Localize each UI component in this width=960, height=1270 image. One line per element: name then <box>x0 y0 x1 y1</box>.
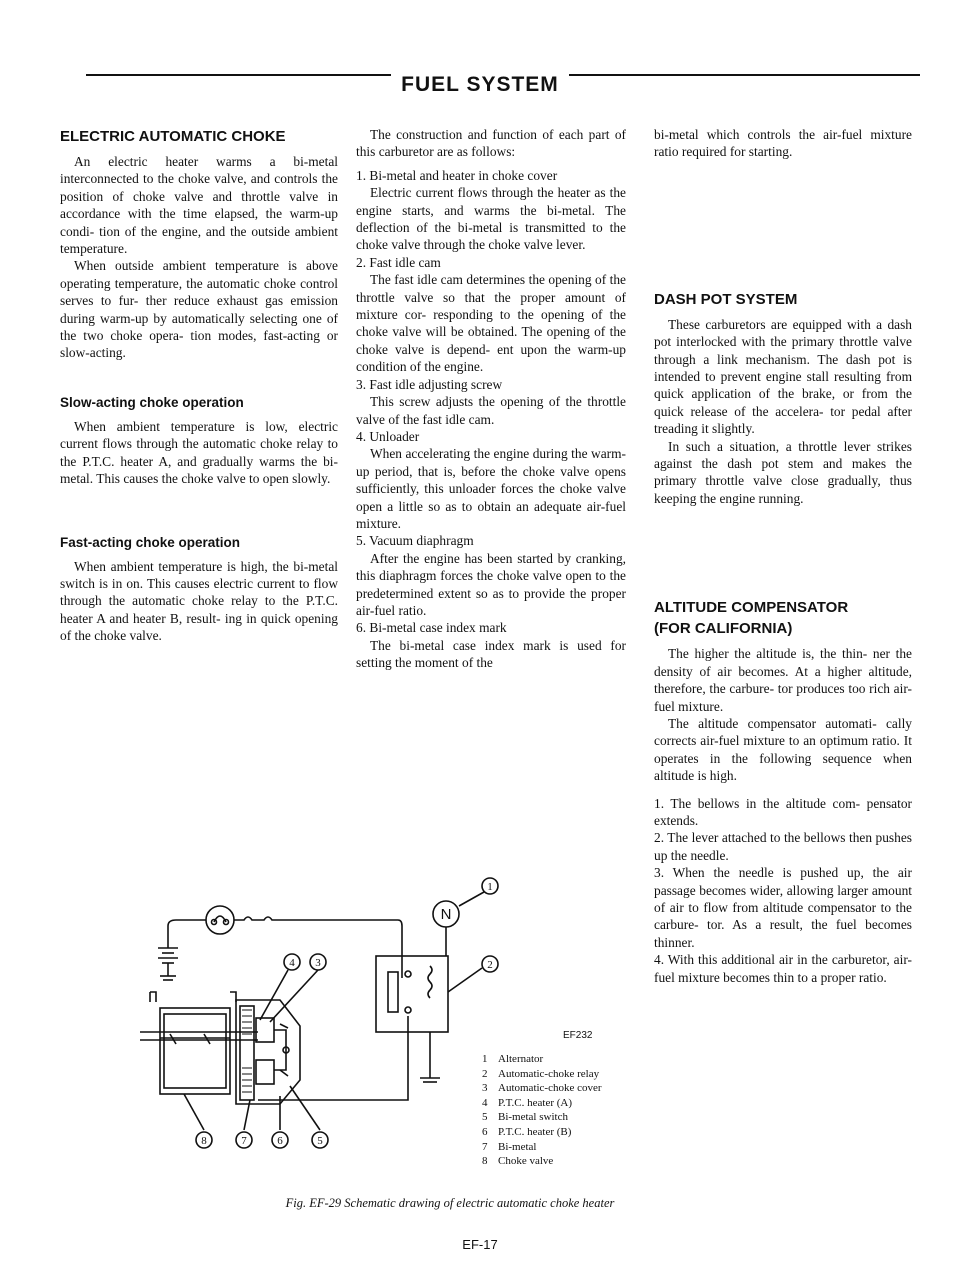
heading-electric-automatic-choke: ELECTRIC AUTOMATIC CHOKE <box>60 128 286 145</box>
callout-8: 8 <box>201 1135 207 1147</box>
paragraph: bi-metal which controls the air-fuel mixture ratio required for starting. <box>654 127 912 160</box>
figure-caption: Fig. EF-29 Schematic drawing of electric automatic choke heater <box>285 1196 615 1210</box>
page-header: FUEL SYSTEM <box>0 73 960 97</box>
column-middle <box>356 126 626 672</box>
callout-4: 4 <box>289 957 295 969</box>
paragraph: These carburetors are equipped with a dash pot interlocked with the primary throttle valve through a link mechanism. The dash pot is intended to prevent engine stall resulting from quick application of the brake, or from the quick release of the accelera- tor pedal after treading it slightly. <box>654 316 912 437</box>
callout-7: 7 <box>241 1135 247 1147</box>
paragraph: When ambient temperature is low, electric current flows through the automatic choke relay to the P.T.C. heater A, and gradually warms the bi-metal. This causes the choke valve to open slowly. <box>60 418 338 487</box>
paragraph: The construction and function of each part of this carburetor are as follows: <box>356 127 626 160</box>
callout-3: 3 <box>315 957 321 969</box>
paragraph: In such a situation, a throttle lever strikes against the dash pot stem and makes the primary throttle valve close gradually, thus keeping the engine running. <box>654 438 912 506</box>
column-right <box>654 126 912 986</box>
list-item: 3. When the needle is pushed up, the air passage becomes wider, allowing larger amount of air to flow from altitude compensator to the carbure- tor. As a result, the fuel becomes thinner. <box>654 865 912 950</box>
paragraph: An electric heater warms a bi-metal interconnected to the choke valve, and controls the position of choke valve and throttle valve in accordance with the time elapsed, the warm-up condi- tion of the engine, and the outside ambient temperature. <box>60 154 338 257</box>
list-item-text: The bi-metal case index mark is used for setting the moment of the <box>356 637 626 671</box>
paragraph: The altitude compensator automati- cally corrects air-fuel mixture to an optimum ratio. It operates in the following sequence when altitude is high. <box>654 715 912 784</box>
list-item-title: 3. Fast idle adjusting screw <box>356 376 503 392</box>
list-item-text: When accelerating the engine during the warm-up period, that is, before the choke valve opens sufficiently, this unloader forces the choke valve open a little so as to obtain an adequate air-fuel mixture. <box>356 446 626 531</box>
heading-altitude-compensator: ALTITUDE COMPENSATOR (FOR CALIFORNIA) <box>654 599 849 638</box>
legend-item: 6 P.T.C. heater (B) <box>482 1125 572 1138</box>
list-item-text: After the engine has been started by cranking, this diaphragm forces the choke valve open to the predetermined extent so as to provide the proper air-fuel ratio. <box>356 550 626 618</box>
list-item-text: The fast idle cam determines the opening of the throttle valve so that the proper amount of mixture cor- responding to the opening of the choke valve will be obtained. The opening of the choke valve is depend- ent upon the warm-up condition of the engine. <box>356 272 626 375</box>
paragraph: The higher the altitude is, the thin- ner the density of air becomes. At a higher altitude, therefore, the carbure- tor produces too rich air-fuel mixture. <box>654 646 912 714</box>
legend-item: 3 Automatic-choke cover <box>482 1082 602 1095</box>
paragraph: When outside ambient temperature is above operating temperature, the automatic choke control serves to fur- ther reduce exhaust gas emission during warm-up by automatically selecting one of the two choke opera- tion modes, fast-acting or slow-acting. <box>60 258 338 361</box>
legend-item: 4 P.T.C. heater (A) <box>482 1096 573 1109</box>
heading-fast-acting: Fast-acting choke operation <box>60 534 241 550</box>
legend-item: 5 Bi-metal switch <box>482 1111 568 1124</box>
figure-legend <box>482 1052 602 1169</box>
paragraph: When ambient temperature is high, the bi-metal switch is in on. This causes electric current to flow through the automatic choke relay to the P.T.C. heater A and heater B, result- ing in quick opening of the choke valve. <box>60 558 338 644</box>
list-item: 4. With this additional air in the carburetor, air-fuel mixture becomes thin to a proper ratio. <box>654 952 912 985</box>
list-item: 2. The lever attached to the bellows then pushes up the needle. <box>654 830 912 863</box>
list-item-title: 2. Fast idle cam <box>356 254 441 270</box>
legend-item: 8 Choke valve <box>482 1155 554 1168</box>
list-item-title: 1. Bi-metal and heater in choke cover <box>356 167 558 183</box>
page-number: EF-17 <box>462 1237 498 1252</box>
heading-slow-acting: Slow-acting choke operation <box>60 394 244 410</box>
list-item-title: 5. Vacuum diaphragm <box>356 533 474 549</box>
callout-2: 2 <box>487 959 493 971</box>
figure-code: EF232 <box>563 1030 593 1041</box>
callout-6: 6 <box>277 1135 283 1147</box>
legend-item: 2 Automatic-choke relay <box>482 1067 600 1080</box>
column-left <box>60 126 338 645</box>
list-item-title: 4. Unloader <box>356 428 420 444</box>
list-item: 1. The bellows in the altitude com- pensator extends. <box>654 795 912 828</box>
legend-item: 1 Alternator <box>482 1053 544 1065</box>
list-item-text: This screw adjusts the opening of the throttle valve of the fast idle cam. <box>356 394 626 427</box>
list-item-text: Electric current flows through the heater as the engine starts, and warms the bi-metal. The deflection of the bi-metal is transmitted to the choke valve through the choke valve lever. <box>356 185 626 253</box>
list-item-title: 6. Bi-metal case index mark <box>356 620 507 636</box>
callout-5: 5 <box>317 1135 323 1147</box>
callout-1: 1 <box>487 881 493 893</box>
heading-dash-pot-system: DASH POT SYSTEM <box>654 290 798 308</box>
legend-item: 7 Bi-metal <box>482 1140 537 1153</box>
alternator-letter: N <box>440 906 452 923</box>
